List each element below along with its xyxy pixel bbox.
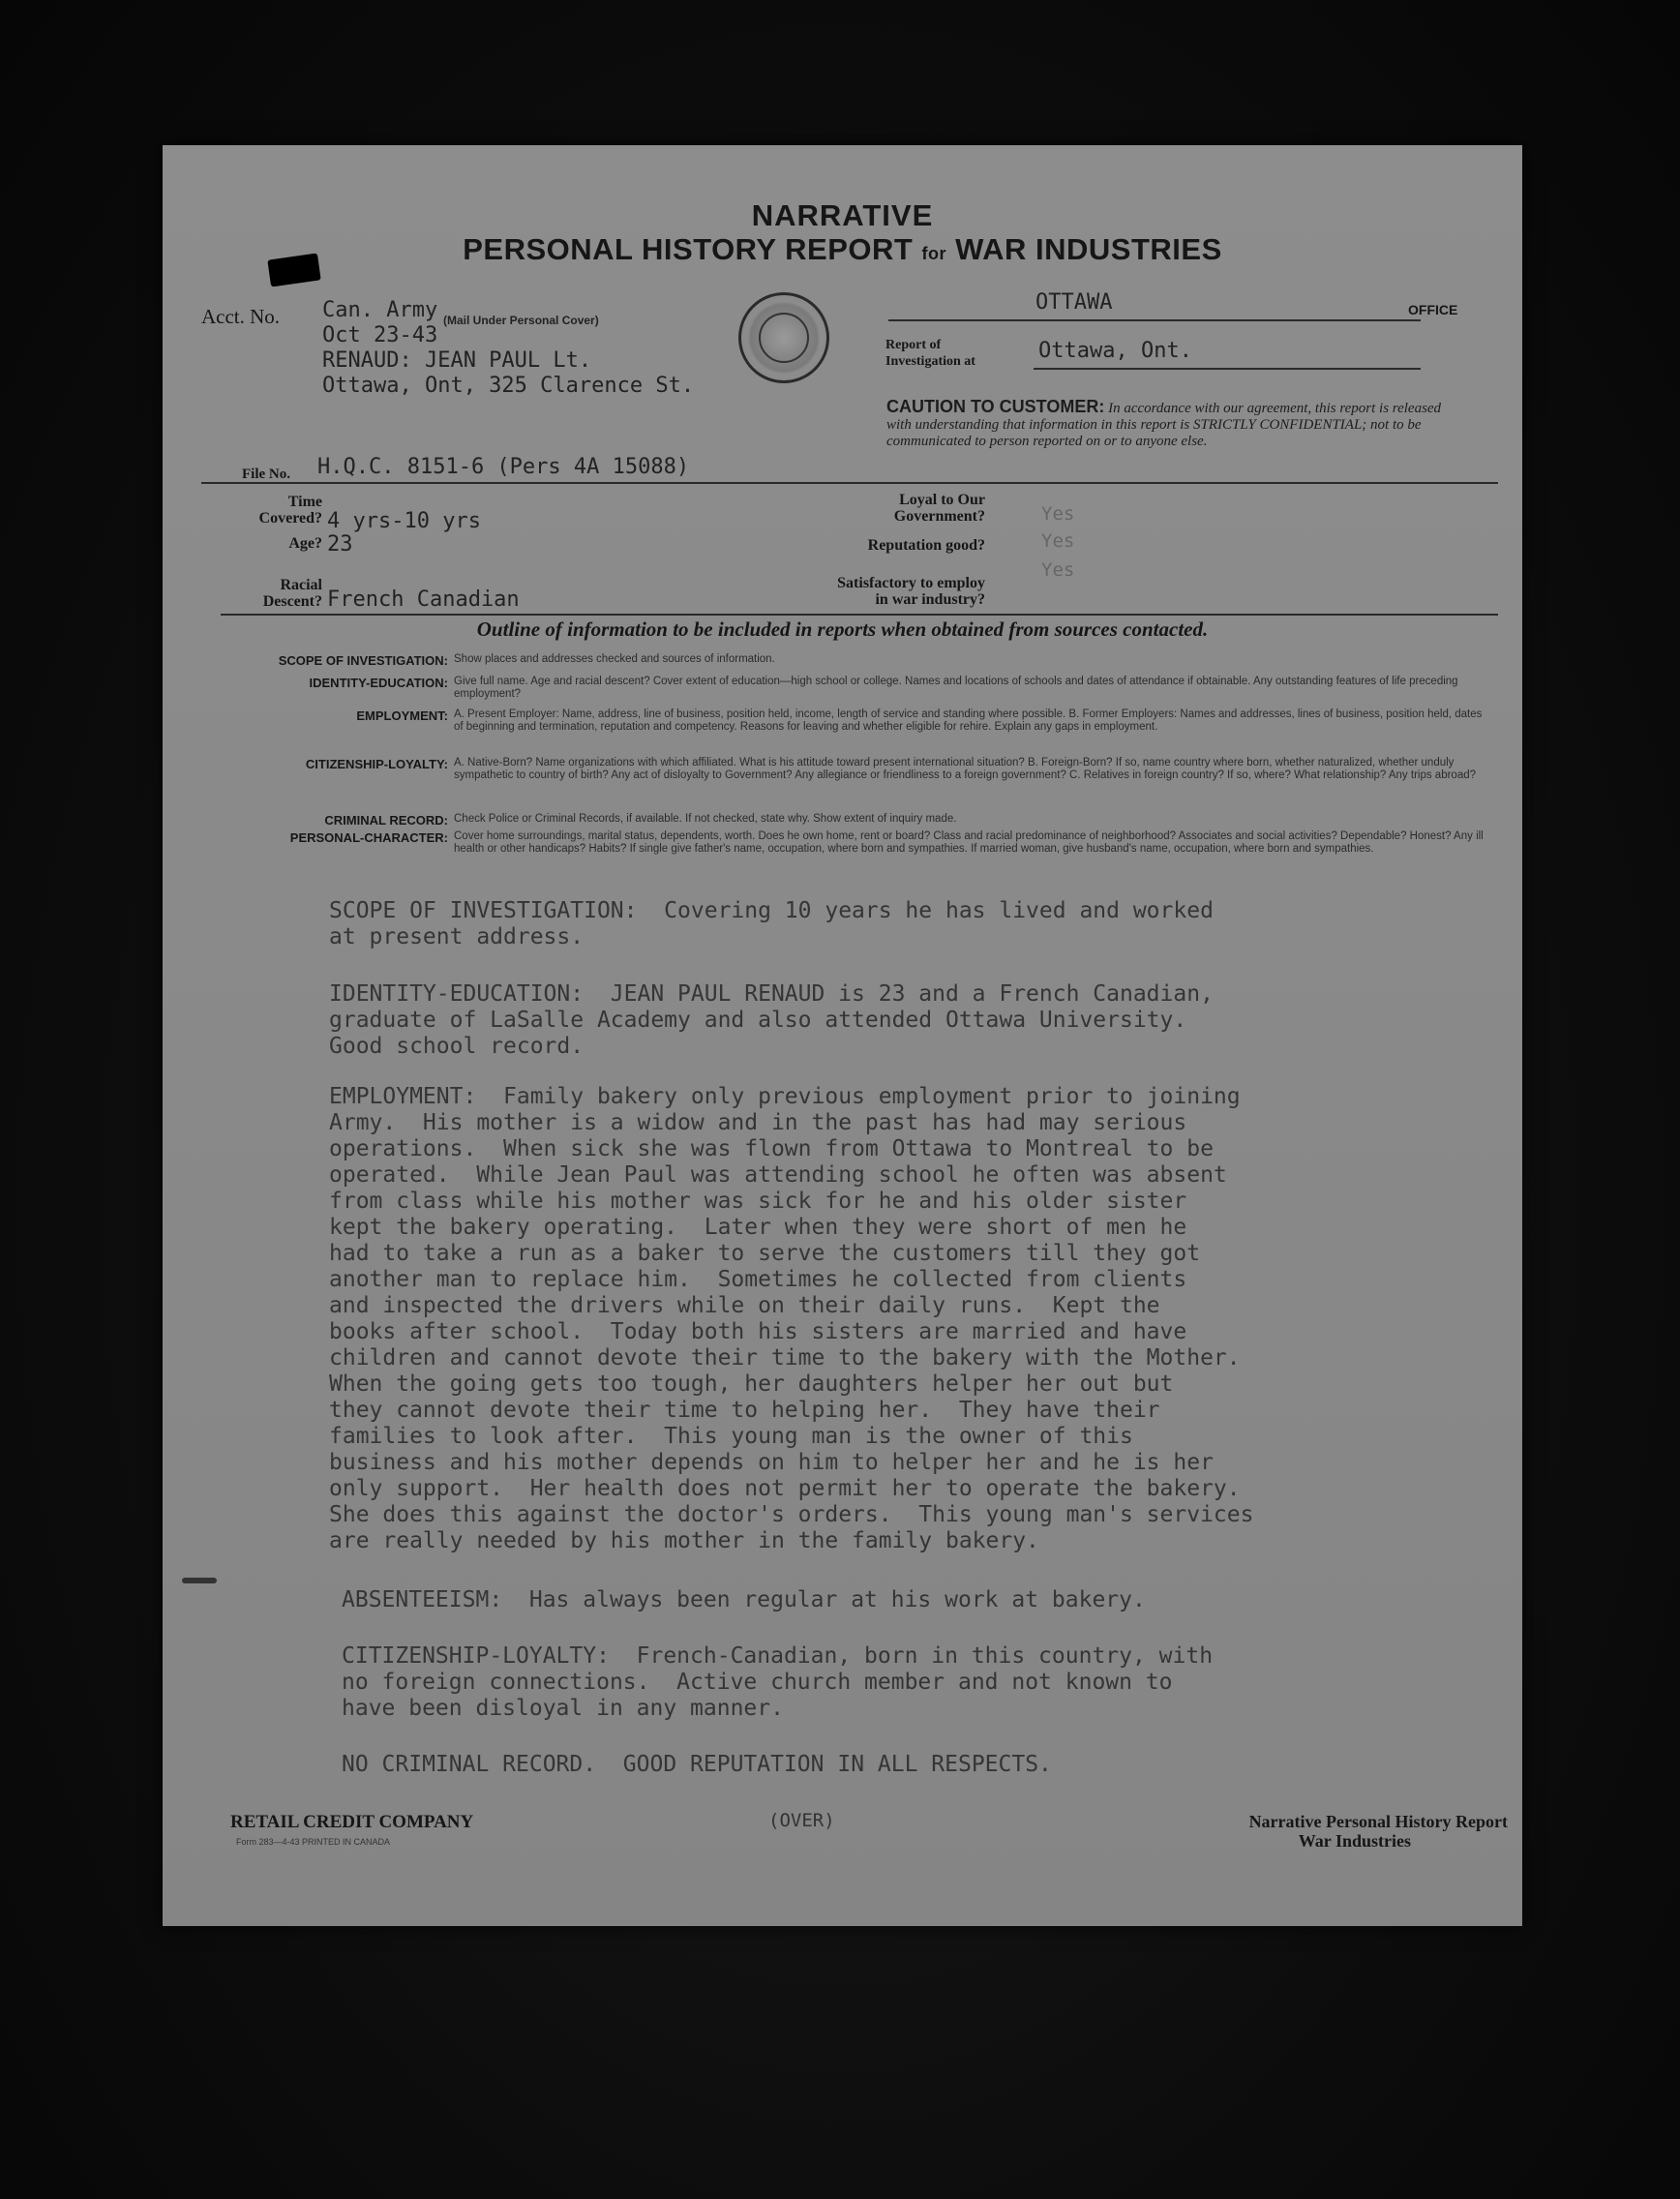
office-label: OFFICE bbox=[1408, 302, 1458, 317]
caution-text bbox=[886, 399, 1467, 450]
outline-label: CITIZENSHIP-LOYALTY: bbox=[305, 757, 448, 771]
racial-value: French Canadian bbox=[327, 587, 520, 612]
footer-report-name bbox=[1249, 1812, 1508, 1851]
caution-body: In accordance with our agreement, this report is released with understanding that information in this report is STRICTLY CONFIDENTIAL; not to be communicated to person reported on or to anyone else. bbox=[886, 401, 1442, 449]
footer-right-line-1: Narrative Personal History Report bbox=[1248, 1812, 1508, 1831]
seal-inner-ring bbox=[759, 313, 809, 363]
racial-label-2: Descent? bbox=[262, 593, 322, 610]
title-narrative: NARRATIVE bbox=[751, 198, 934, 232]
footer-over: (OVER) bbox=[768, 1810, 835, 1831]
narrative-criminal: NO CRIMINAL RECORD. GOOD REPUTATION IN ALL RESPECTS. bbox=[342, 1752, 1052, 1777]
subject-name: RENAUD: JEAN PAUL Lt. bbox=[322, 348, 592, 373]
title-for: for bbox=[921, 244, 946, 263]
title-main bbox=[163, 232, 1522, 267]
footer-form-number: Form 283—4-43 PRINTED IN CANADA bbox=[236, 1837, 391, 1847]
file-label: File No. bbox=[242, 467, 290, 482]
footer-right-line-2: War Industries bbox=[1298, 1831, 1411, 1851]
outline-label: EMPLOYMENT: bbox=[356, 708, 448, 723]
fields-divider bbox=[221, 614, 1498, 616]
outline-text: A. Present Employer: Name, address, line of business, position held, income, length of service and standing where possible. B. Former Employers: Names and addresses, lines of business, position held, dates of beginning and termination, reputation and competency. Reasons for leaving and whether eligible for rehire. Explain any gaps in employment. bbox=[454, 708, 1483, 733]
age-label: Age? bbox=[288, 535, 322, 552]
office-value: OTTAWA bbox=[1035, 290, 1113, 315]
time-label-1: Time bbox=[287, 494, 322, 510]
footer-company: RETAIL CREDIT COMPANY bbox=[230, 1812, 474, 1832]
narrative-identity: IDENTITY-EDUCATION: JEAN PAUL RENAUD is 23 and a French Canadian, graduate of LaSalle Academy and also attended Ottawa University. Good school record. bbox=[329, 981, 1214, 1059]
title-part-b: WAR INDUSTRIES bbox=[955, 232, 1222, 266]
satisfactory-label-1: Satisfactory to employ bbox=[837, 575, 985, 591]
age-value: 23 bbox=[327, 532, 353, 557]
outline-label: CRIMINAL RECORD: bbox=[324, 813, 448, 828]
narrative-scope: SCOPE OF INVESTIGATION: Covering 10 years he has lived and worked at present address. bbox=[329, 898, 1214, 949]
margin-smudge bbox=[182, 1578, 217, 1583]
file-value: H.Q.C. 8151-6 (Pers 4A 15088) bbox=[317, 455, 690, 479]
loyal-label-2: Government? bbox=[893, 508, 985, 525]
reputation-value: Yes bbox=[1041, 530, 1075, 552]
subject-address: Ottawa, Ont, 325 Clarence St. bbox=[322, 374, 695, 398]
file-divider bbox=[201, 482, 1498, 484]
narrative-employment: EMPLOYMENT: Family bakery only previous employment prior to joining Army. His mother is a widow and in the past has had may serious operations. When sick she was flown from Ottawa to Montreal to be operated. While Jean Paul was attending school he often was absent from class while his mother was sick for he and his older sister kept the bakery operating. Later when they were short of men he had to take a run as a baker to serve the customers till they got another man to replace him. Sometimes he collected from clients and inspected the drivers while on their daily runs. Kept the books after school. Today both his sisters are married and have children and cannot devote their time to the bakery with the Mother. When the going gets too tough, her daughters helper her out but they cannot devote their time to helping her. They have their families to look after. This young man is the owner of this business and his mother depends on him to helper her and he is her only support. Her health does not permit her to operate the bakery. She does this against the doctor's orders. This young man's services are really needed by his mother in the family bakery. bbox=[329, 1084, 1254, 1553]
outline-label: IDENTITY-EDUCATION: bbox=[309, 676, 448, 690]
report-sheet bbox=[163, 145, 1522, 1926]
time-label-2: Covered? bbox=[258, 510, 322, 527]
reputation-label: Reputation good? bbox=[867, 537, 985, 554]
caution-head: CAUTION TO CUSTOMER: bbox=[886, 397, 1105, 416]
office-underline bbox=[888, 319, 1421, 321]
report-value: Ottawa, Ont. bbox=[1038, 339, 1192, 363]
time-value: 4 yrs-10 yrs bbox=[327, 509, 481, 533]
acct-value: Can. Army bbox=[322, 298, 438, 322]
report-underline bbox=[1034, 368, 1421, 370]
satisfactory-value: Yes bbox=[1041, 559, 1075, 581]
loyal-label-1: Loyal to Our bbox=[899, 492, 985, 508]
loyal-value: Yes bbox=[1041, 503, 1075, 525]
report-label-1: Report of bbox=[885, 338, 942, 352]
outline-heading: Outline of information to be included in reports when obtained from sources contacted. bbox=[476, 618, 1209, 641]
mail-cover-note: (Mail Under Personal Cover) bbox=[443, 314, 599, 327]
acct-label: Acct. No. bbox=[201, 305, 281, 328]
outline-text: Check Police or Criminal Records, if available. If not checked, state why. Show extent of inquiry made. bbox=[454, 813, 957, 825]
outline-text: Cover home surroundings, marital status, dependents, worth. Does he own home, rent or board? Class and racial predominance of neighborhood? Associates and social activities? Dependable? Honest? Any ill health or other handicaps? Habits? If single give father's name, occupation, where born and sympathies. If married woman, give husband's name, occupation, where born and sympathies. bbox=[454, 830, 1484, 855]
satisfactory-label-2: in war industry? bbox=[875, 591, 985, 608]
narrative-citizenship: CITIZENSHIP-LOYALTY: French-Canadian, born in this country, with no foreign connections. Active church member and not known to have been disloyal in any manner. bbox=[342, 1643, 1214, 1721]
acct-date: Oct 23-43 bbox=[322, 323, 438, 347]
outline-text: Give full name. Age and racial descent? Cover extent of education—high school or college. Names and locations of schools and dates of attendance if obtainable. Any outstanding features of life preceding employment? bbox=[454, 676, 1458, 700]
outline-text: A. Native-Born? Name organizations with which affiliated. What is his attitude toward present international situation? B. Foreign-Born? If so, name country where born, whether naturalized, whether unduly sympathetic to country of birth? Any act of disloyalty to Government? Any allegiance or friendliness to a foreign government? C. Relatives in foreign country? If so, where? What relationship? Any trips abroad? bbox=[454, 757, 1477, 781]
outline-text: Show places and addresses checked and sources of information. bbox=[454, 653, 775, 665]
company-seal bbox=[738, 292, 829, 383]
outline-label: PERSONAL-CHARACTER: bbox=[289, 830, 448, 845]
narrative-absenteeism: ABSENTEEISM: Has always been regular at his work at bakery. bbox=[342, 1587, 1146, 1612]
outline-label: SCOPE OF INVESTIGATION: bbox=[278, 653, 448, 668]
report-label-2: Investigation at bbox=[885, 354, 975, 369]
racial-label-1: Racial bbox=[280, 577, 322, 593]
title-part-a: PERSONAL HISTORY REPORT bbox=[463, 232, 914, 266]
